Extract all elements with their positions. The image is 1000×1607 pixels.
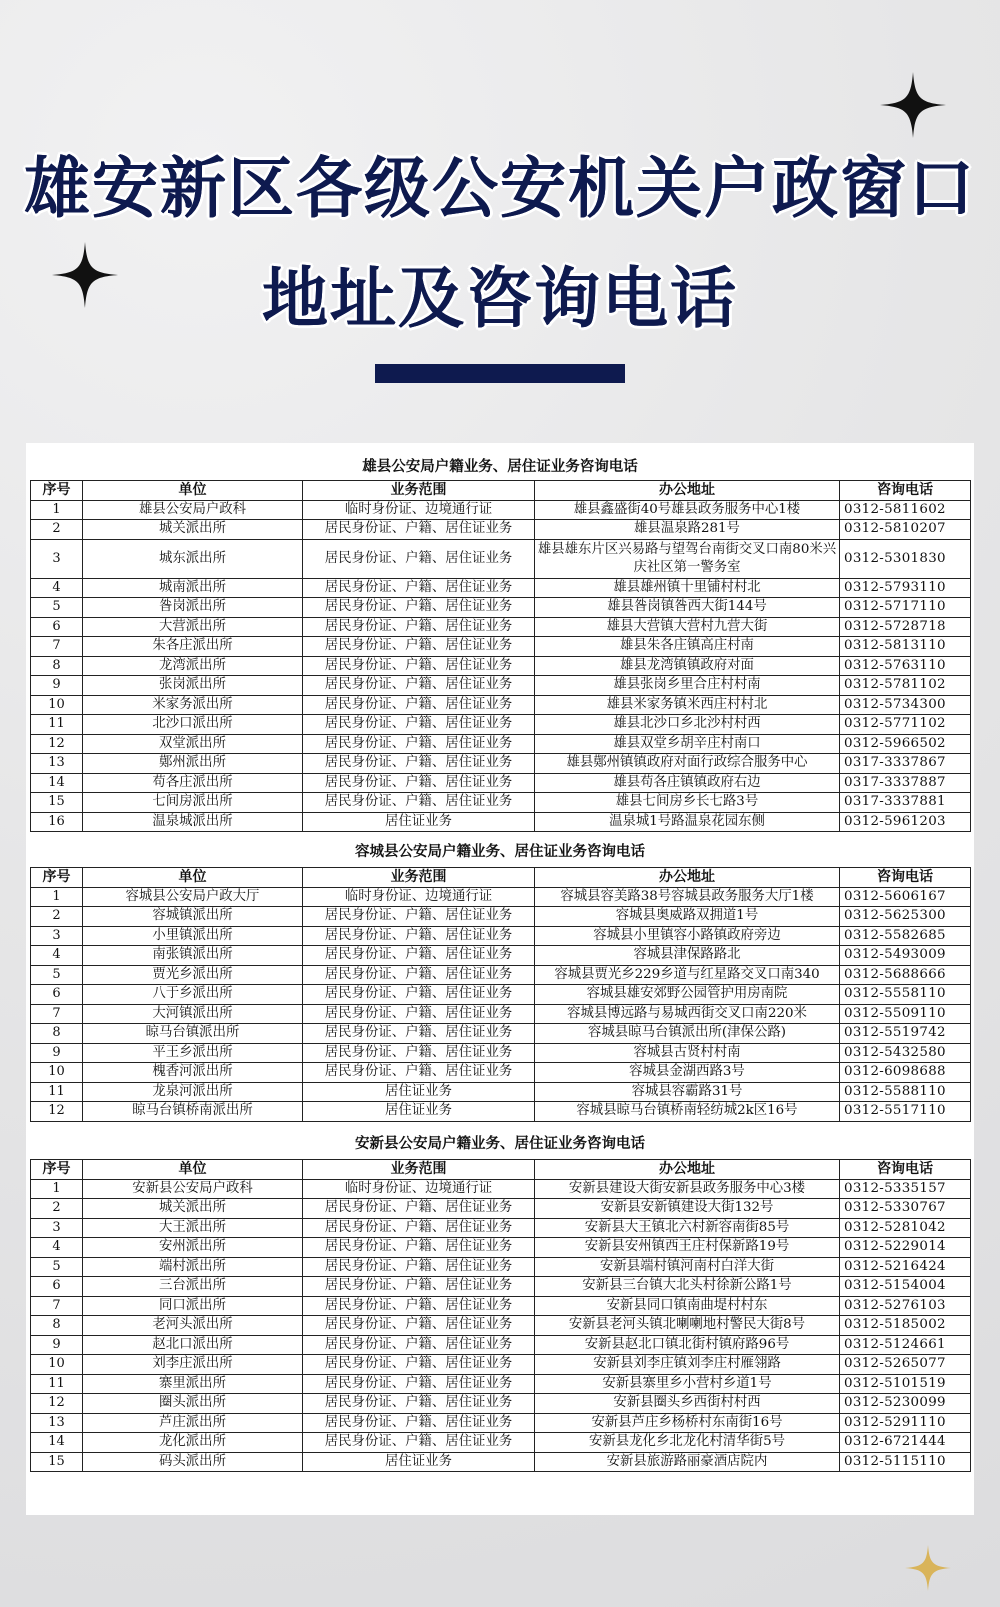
cell-scope: 居民身份证、户籍、居住证业务	[303, 1296, 535, 1316]
header-unit: 单位	[83, 481, 303, 501]
cell-address: 雄县七间房乡长七路3号	[535, 793, 840, 813]
cell-phone: 0312-5763110	[840, 656, 971, 676]
cell-address: 雄县北沙口乡北沙村村西	[535, 715, 840, 735]
cell-unit: 赵北口派出所	[83, 1335, 303, 1355]
cell-index: 10	[31, 1355, 83, 1375]
cell-phone: 0312-5558110	[840, 985, 971, 1005]
cell-index: 13	[31, 754, 83, 774]
cell-index: 2	[31, 907, 83, 927]
cell-address: 雄县朱各庄镇高庄村南	[535, 637, 840, 657]
table-row	[31, 598, 971, 618]
cell-unit: 平王乡派出所	[83, 1043, 303, 1063]
header-scope: 业务范围	[303, 1160, 535, 1180]
cell-index: 9	[31, 1335, 83, 1355]
table-rongcheng	[30, 867, 971, 1122]
table-row	[31, 812, 971, 832]
table-row	[31, 1374, 971, 1394]
cell-index: 7	[31, 1004, 83, 1024]
table-row	[31, 520, 971, 540]
cell-phone: 0312-5688666	[840, 965, 971, 985]
cell-unit: 城东派出所	[83, 539, 303, 578]
cell-phone: 0312-5734300	[840, 695, 971, 715]
table-row	[31, 1082, 971, 1102]
cell-phone: 0312-5781102	[840, 676, 971, 696]
cell-unit: 城关派出所	[83, 520, 303, 540]
table-header-row	[31, 868, 971, 888]
table-row	[31, 754, 971, 774]
cell-address: 雄县温泉路281号	[535, 520, 840, 540]
cell-unit: 寨里派出所	[83, 1374, 303, 1394]
title-underline-bar	[375, 364, 625, 383]
section-heading-anxin: 安新县公安局户籍业务、居住证业务咨询电话	[355, 1136, 645, 1152]
cell-index: 8	[31, 1024, 83, 1044]
cell-unit: 双堂派出所	[83, 734, 303, 754]
cell-phone: 0312-5276103	[840, 1296, 971, 1316]
cell-unit: 端村派出所	[83, 1257, 303, 1277]
header-unit: 单位	[83, 868, 303, 888]
header-unit: 单位	[83, 1160, 303, 1180]
cell-address: 雄县鄚州镇镇政府对面行政综合服务中心	[535, 754, 840, 774]
cell-phone: 0312-5606167	[840, 887, 971, 907]
cell-scope: 居民身份证、户籍、居住证业务	[303, 598, 535, 618]
cell-scope: 居民身份证、户籍、居住证业务	[303, 637, 535, 657]
cell-address: 容城县古贤村村南	[535, 1043, 840, 1063]
cell-phone: 0312-5771102	[840, 715, 971, 735]
cell-unit: 安新县公安局户政科	[83, 1179, 303, 1199]
cell-phone: 0312-5124661	[840, 1335, 971, 1355]
table-row	[31, 887, 971, 907]
table-row	[31, 1004, 971, 1024]
cell-index: 7	[31, 637, 83, 657]
cell-index: 3	[31, 539, 83, 578]
cell-unit: 南张镇派出所	[83, 946, 303, 966]
cell-address: 安新县旅游路丽豪酒店院内	[535, 1452, 840, 1472]
table-row	[31, 965, 971, 985]
cell-index: 4	[31, 578, 83, 598]
cell-scope: 居民身份证、户籍、居住证业务	[303, 676, 535, 696]
cell-scope: 临时身份证、边境通行证	[303, 500, 535, 520]
cell-phone: 0312-5229014	[840, 1238, 971, 1258]
cell-address: 安新县赵北口镇北街村镇府路96号	[535, 1335, 840, 1355]
cell-phone: 0312-5230099	[840, 1394, 971, 1414]
table-row	[31, 1335, 971, 1355]
cell-scope: 居民身份证、户籍、居住证业务	[303, 695, 535, 715]
cell-phone: 0317-3337867	[840, 754, 971, 774]
cell-phone: 0317-3337881	[840, 793, 971, 813]
table-anxin	[30, 1159, 971, 1472]
table-row	[31, 695, 971, 715]
cell-unit: 安州派出所	[83, 1238, 303, 1258]
main-title-line1: 雄安新区各级公安机关户政窗口	[24, 150, 976, 227]
cell-address: 容城县容美路38号容城县政务服务大厅1楼	[535, 887, 840, 907]
cell-scope: 居民身份证、户籍、居住证业务	[303, 926, 535, 946]
cell-unit: 温泉城派出所	[83, 812, 303, 832]
table-row	[31, 926, 971, 946]
cell-scope: 居民身份证、户籍、居住证业务	[303, 1374, 535, 1394]
cell-index: 6	[31, 985, 83, 1005]
table-row	[31, 1277, 971, 1297]
cell-address: 容城县奥威路双拥道1号	[535, 907, 840, 927]
cell-scope: 居民身份证、户籍、居住证业务	[303, 715, 535, 735]
cell-scope: 居民身份证、户籍、居住证业务	[303, 965, 535, 985]
cell-address: 安新县龙化乡北龙化村清华街5号	[535, 1433, 840, 1453]
table-row	[31, 907, 971, 927]
cell-unit: 龙泉河派出所	[83, 1082, 303, 1102]
cell-address: 安新县大王镇北六村新容南街85号	[535, 1218, 840, 1238]
cell-address: 雄县米家务镇米西庄村村北	[535, 695, 840, 715]
cell-phone: 0312-5582685	[840, 926, 971, 946]
cell-index: 11	[31, 715, 83, 735]
sparkle-icon	[52, 242, 118, 308]
cell-index: 1	[31, 887, 83, 907]
table-header-row	[31, 1160, 971, 1180]
table-row	[31, 1024, 971, 1044]
cell-index: 16	[31, 812, 83, 832]
header-scope: 业务范围	[303, 868, 535, 888]
header-phone: 咨询电话	[840, 1160, 971, 1180]
cell-scope: 居民身份证、户籍、居住证业务	[303, 656, 535, 676]
cell-index: 1	[31, 500, 83, 520]
cell-unit: 容城镇派出所	[83, 907, 303, 927]
cell-unit: 码头派出所	[83, 1452, 303, 1472]
cell-unit: 昝岗派出所	[83, 598, 303, 618]
cell-phone: 0312-5265077	[840, 1355, 971, 1375]
cell-scope: 居住证业务	[303, 1102, 535, 1122]
cell-address: 安新县端村镇河南村白洋大街	[535, 1257, 840, 1277]
cell-address: 容城县晾马台镇派出所(津保公路)	[535, 1024, 840, 1044]
cell-phone: 0312-5813110	[840, 637, 971, 657]
cell-phone: 0312-5509110	[840, 1004, 971, 1024]
cell-phone: 0312-6721444	[840, 1433, 971, 1453]
table-row	[31, 1316, 971, 1336]
cell-scope: 居民身份证、户籍、居住证业务	[303, 1433, 535, 1453]
table-row	[31, 1257, 971, 1277]
section-heading-xiongxian: 雄县公安局户籍业务、居住证业务咨询电话	[362, 459, 638, 475]
cell-index: 9	[31, 1043, 83, 1063]
cell-phone: 0312-5519742	[840, 1024, 971, 1044]
cell-phone: 0312-5335157	[840, 1179, 971, 1199]
cell-unit: 米家务派出所	[83, 695, 303, 715]
cell-phone: 0312-5625300	[840, 907, 971, 927]
table-row	[31, 1238, 971, 1258]
cell-phone: 0312-5301830	[840, 539, 971, 578]
cell-index: 6	[31, 617, 83, 637]
cell-address: 安新县安州镇西王庄村保新路19号	[535, 1238, 840, 1258]
cell-index: 3	[31, 926, 83, 946]
table-row	[31, 1043, 971, 1063]
gold-sparkle-icon	[905, 1545, 951, 1591]
cell-unit: 城南派出所	[83, 578, 303, 598]
header-address: 办公地址	[535, 481, 840, 501]
header-phone: 咨询电话	[840, 868, 971, 888]
cell-address: 安新县芦庄乡杨桥村东南街16号	[535, 1413, 840, 1433]
header-index: 序号	[31, 481, 83, 501]
cell-unit: 龙化派出所	[83, 1433, 303, 1453]
cell-index: 14	[31, 1433, 83, 1453]
cell-index: 12	[31, 1102, 83, 1122]
cell-phone: 0312-5432580	[840, 1043, 971, 1063]
cell-scope: 居民身份证、户籍、居住证业务	[303, 1413, 535, 1433]
cell-index: 14	[31, 773, 83, 793]
cell-unit: 芦庄派出所	[83, 1413, 303, 1433]
cell-unit: 容城县公安局户政大厅	[83, 887, 303, 907]
table-row	[31, 715, 971, 735]
cell-phone: 0312-5185002	[840, 1316, 971, 1336]
cell-phone: 0312-5717110	[840, 598, 971, 618]
cell-phone: 0312-6098688	[840, 1063, 971, 1083]
cell-scope: 居民身份证、户籍、居住证业务	[303, 1063, 535, 1083]
table-row	[31, 1355, 971, 1375]
cell-unit: 大营派出所	[83, 617, 303, 637]
section-heading-rongcheng: 容城县公安局户籍业务、居住证业务咨询电话	[355, 844, 645, 860]
table-xiongxian	[30, 480, 971, 832]
cell-index: 15	[31, 1452, 83, 1472]
cell-scope: 居民身份证、户籍、居住证业务	[303, 1335, 535, 1355]
cell-address: 温泉城1号路温泉花园东侧	[535, 812, 840, 832]
cell-scope: 居民身份证、户籍、居住证业务	[303, 617, 535, 637]
header-address: 办公地址	[535, 1160, 840, 1180]
cell-phone: 0312-5115110	[840, 1452, 971, 1472]
cell-phone: 0312-5811602	[840, 500, 971, 520]
cell-scope: 居民身份证、户籍、居住证业务	[303, 1024, 535, 1044]
cell-unit: 八于乡派出所	[83, 985, 303, 1005]
cell-unit: 城关派出所	[83, 1199, 303, 1219]
cell-phone: 0312-5810207	[840, 520, 971, 540]
cell-address: 容城县贾光乡229乡道与红星路交叉口南340	[535, 965, 840, 985]
cell-scope: 居住证业务	[303, 812, 535, 832]
cell-scope: 居民身份证、户籍、居住证业务	[303, 734, 535, 754]
cell-address: 容城县博远路与易城西街交叉口南220米	[535, 1004, 840, 1024]
header-index: 序号	[31, 1160, 83, 1180]
table-row	[31, 1102, 971, 1122]
cell-address: 雄县鑫盛街40号雄县政务服务中心1楼	[535, 500, 840, 520]
cell-index: 11	[31, 1374, 83, 1394]
cell-scope: 居民身份证、户籍、居住证业务	[303, 520, 535, 540]
table-row	[31, 500, 971, 520]
cell-scope: 居民身份证、户籍、居住证业务	[303, 754, 535, 774]
cell-index: 2	[31, 1199, 83, 1219]
cell-scope: 居民身份证、户籍、居住证业务	[303, 793, 535, 813]
table-row	[31, 637, 971, 657]
table-row	[31, 1413, 971, 1433]
cell-index: 15	[31, 793, 83, 813]
sparkle-icon	[880, 72, 946, 138]
table-row	[31, 656, 971, 676]
table-row	[31, 946, 971, 966]
cell-address: 安新县寨里乡小营村乡道1号	[535, 1374, 840, 1394]
cell-address: 安新县建设大街安新县政务服务中心3楼	[535, 1179, 840, 1199]
table-row	[31, 985, 971, 1005]
cell-phone: 0312-5330767	[840, 1199, 971, 1219]
cell-unit: 刘李庄派出所	[83, 1355, 303, 1375]
cell-phone: 0317-3337887	[840, 773, 971, 793]
header-scope: 业务范围	[303, 481, 535, 501]
cell-phone: 0312-5728718	[840, 617, 971, 637]
cell-address: 雄县大营镇大营村九营大街	[535, 617, 840, 637]
cell-unit: 雄县公安局户政科	[83, 500, 303, 520]
cell-address: 安新县三台镇大北头村徐新公路1号	[535, 1277, 840, 1297]
cell-address: 容城县雄安郊野公园管护用房南院	[535, 985, 840, 1005]
cell-index: 4	[31, 1238, 83, 1258]
table-row	[31, 1218, 971, 1238]
cell-unit: 老河头派出所	[83, 1316, 303, 1336]
cell-address: 雄县双堂乡胡辛庄村南口	[535, 734, 840, 754]
cell-address: 安新县刘李庄镇刘李庄村雁翎路	[535, 1355, 840, 1375]
cell-index: 10	[31, 1063, 83, 1083]
cell-scope: 居民身份证、户籍、居住证业务	[303, 1316, 535, 1336]
cell-unit: 七间房派出所	[83, 793, 303, 813]
cell-unit: 张岗派出所	[83, 676, 303, 696]
cell-index: 1	[31, 1179, 83, 1199]
cell-phone: 0312-5588110	[840, 1082, 971, 1102]
table-row	[31, 1179, 971, 1199]
cell-address: 安新县圈头乡西街村村西	[535, 1394, 840, 1414]
main-title-line2: 地址及咨询电话	[262, 260, 738, 337]
cell-scope: 居民身份证、户籍、居住证业务	[303, 1199, 535, 1219]
cell-phone: 0312-5216424	[840, 1257, 971, 1277]
cell-index: 3	[31, 1218, 83, 1238]
cell-address: 安新县同口镇南曲堤村村东	[535, 1296, 840, 1316]
cell-index: 7	[31, 1296, 83, 1316]
cell-index: 13	[31, 1413, 83, 1433]
cell-address: 雄县张岗乡里合庄村村南	[535, 676, 840, 696]
cell-scope: 临时身份证、边境通行证	[303, 887, 535, 907]
cell-unit: 北沙口派出所	[83, 715, 303, 735]
table-row	[31, 1433, 971, 1453]
cell-index: 2	[31, 520, 83, 540]
cell-phone: 0312-5961203	[840, 812, 971, 832]
table-row	[31, 1452, 971, 1472]
table-row	[31, 578, 971, 598]
cell-index: 9	[31, 676, 83, 696]
cell-unit: 晾马台镇桥南派出所	[83, 1102, 303, 1122]
cell-scope: 临时身份证、边境通行证	[303, 1179, 535, 1199]
cell-phone: 0312-5154004	[840, 1277, 971, 1297]
cell-address: 安新县安新镇建设大街132号	[535, 1199, 840, 1219]
table-row	[31, 1063, 971, 1083]
cell-scope: 居民身份证、户籍、居住证业务	[303, 1355, 535, 1375]
cell-scope: 居住证业务	[303, 1452, 535, 1472]
header-index: 序号	[31, 868, 83, 888]
cell-unit: 同口派出所	[83, 1296, 303, 1316]
cell-index: 8	[31, 656, 83, 676]
table-row	[31, 676, 971, 696]
cell-address: 容城县津保路路北	[535, 946, 840, 966]
cell-index: 12	[31, 734, 83, 754]
cell-phone: 0312-5101519	[840, 1374, 971, 1394]
cell-index: 11	[31, 1082, 83, 1102]
header-address: 办公地址	[535, 868, 840, 888]
cell-address: 容城县晾马台镇桥南轻纺城2k区16号	[535, 1102, 840, 1122]
cell-scope: 居民身份证、户籍、居住证业务	[303, 578, 535, 598]
cell-unit: 晾马台镇派出所	[83, 1024, 303, 1044]
cell-unit: 小里镇派出所	[83, 926, 303, 946]
cell-scope: 居民身份证、户籍、居住证业务	[303, 1004, 535, 1024]
cell-index: 5	[31, 1257, 83, 1277]
table-row	[31, 793, 971, 813]
table-row	[31, 734, 971, 754]
cell-scope: 居住证业务	[303, 1082, 535, 1102]
cell-scope: 居民身份证、户籍、居住证业务	[303, 946, 535, 966]
cell-index: 4	[31, 946, 83, 966]
cell-scope: 居民身份证、户籍、居住证业务	[303, 985, 535, 1005]
table-row	[31, 617, 971, 637]
cell-scope: 居民身份证、户籍、居住证业务	[303, 1218, 535, 1238]
table-header-row	[31, 481, 971, 501]
cell-scope: 居民身份证、户籍、居住证业务	[303, 773, 535, 793]
cell-unit: 苟各庄派出所	[83, 773, 303, 793]
cell-unit: 贾光乡派出所	[83, 965, 303, 985]
cell-index: 6	[31, 1277, 83, 1297]
cell-index: 5	[31, 598, 83, 618]
cell-phone: 0312-5517110	[840, 1102, 971, 1122]
cell-unit: 三台派出所	[83, 1277, 303, 1297]
cell-phone: 0312-5493009	[840, 946, 971, 966]
cell-index: 12	[31, 1394, 83, 1414]
cell-unit: 大王派出所	[83, 1218, 303, 1238]
table-row	[31, 773, 971, 793]
cell-scope: 居民身份证、户籍、居住证业务	[303, 1257, 535, 1277]
cell-address: 容城县小里镇容小路镇政府旁边	[535, 926, 840, 946]
cell-phone: 0312-5281042	[840, 1218, 971, 1238]
cell-index: 5	[31, 965, 83, 985]
cell-index: 10	[31, 695, 83, 715]
cell-unit: 龙湾派出所	[83, 656, 303, 676]
table-row	[31, 539, 971, 578]
cell-scope: 居民身份证、户籍、居住证业务	[303, 1043, 535, 1063]
cell-unit: 朱各庄派出所	[83, 637, 303, 657]
cell-scope: 居民身份证、户籍、居住证业务	[303, 1394, 535, 1414]
cell-unit: 鄚州派出所	[83, 754, 303, 774]
cell-scope: 居民身份证、户籍、居住证业务	[303, 907, 535, 927]
cell-scope: 居民身份证、户籍、居住证业务	[303, 539, 535, 578]
cell-address: 雄县雄东片区兴易路与望驾台南街交叉口南80米兴庆社区第一警务室	[535, 539, 840, 578]
header-phone: 咨询电话	[840, 481, 971, 501]
cell-scope: 居民身份证、户籍、居住证业务	[303, 1277, 535, 1297]
cell-unit: 圈头派出所	[83, 1394, 303, 1414]
table-row	[31, 1199, 971, 1219]
cell-unit: 大河镇派出所	[83, 1004, 303, 1024]
cell-phone: 0312-5966502	[840, 734, 971, 754]
contact-table-panel	[26, 443, 974, 1515]
cell-index: 8	[31, 1316, 83, 1336]
cell-address: 雄县龙湾镇镇政府对面	[535, 656, 840, 676]
cell-address: 容城县容霸路31号	[535, 1082, 840, 1102]
cell-address: 容城县金湖西路3号	[535, 1063, 840, 1083]
table-row	[31, 1394, 971, 1414]
cell-address: 安新县老河头镇北喇喇地村警民大街8号	[535, 1316, 840, 1336]
cell-address: 雄县雄州镇十里铺村村北	[535, 578, 840, 598]
cell-phone: 0312-5793110	[840, 578, 971, 598]
table-row	[31, 1296, 971, 1316]
cell-scope: 居民身份证、户籍、居住证业务	[303, 1238, 535, 1258]
cell-phone: 0312-5291110	[840, 1413, 971, 1433]
cell-address: 雄县苟各庄镇镇政府右边	[535, 773, 840, 793]
cell-address: 雄县昝岗镇昝西大街144号	[535, 598, 840, 618]
cell-unit: 槐香河派出所	[83, 1063, 303, 1083]
